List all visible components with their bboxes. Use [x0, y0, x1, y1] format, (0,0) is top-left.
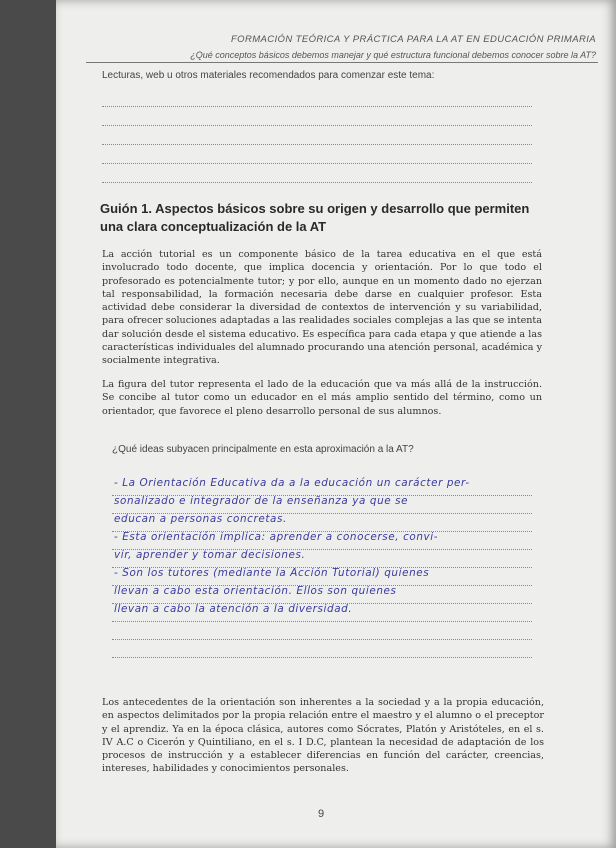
answer-line [112, 657, 532, 658]
answer-line [102, 163, 532, 164]
answer-line [102, 106, 532, 107]
handwritten-line: - La Orientación Educativa da a la educación un carácter per- [114, 477, 470, 489]
answer-line [112, 621, 532, 622]
paragraph-intro: La acción tutorial es un componente básico de la tarea educativa en el que está involucrado todo docente, que implica docencia y orientación. Por lo que todo el profesorado es potencialmente tutor; y por ello, aunque en un momento dado no ejerzan tal responsabilidad, la formación necesaria debe darse en cualquier profesor. Esta actividad debe considerar la diversidad de contextos de intervención y su variabilidad, para ofrecer soluciones adaptadas a las realidades sociales complejas a las que se intenta dar solución desde el sistema educativo. Es específica para cada etapa y que atiende a las características individuales del alumnado procurando una atención personal, académica y socialmente integrativa. [102, 249, 542, 367]
handwritten-line: vir, aprender y tomar decisiones. [114, 549, 306, 561]
paragraph-antecedentes: Los antecedentes de la orientación son inherentes a la sociedad y a la propia educación, en aspectos delimitados por la propia relación entre el maestro y el alumno o el preceptor y el aprendiz. Ya en la época clásica, autores como Sócrates, Platón y Aristóteles, en el s. IV A.C o Cicerón y Quintiliano, en el s. I D.C, plantean la necesidad de adaptación de los procesos de instrucción y a establecer diferencias en función del carácter, creencias, intereses, habilidades y conocimientos personales. [102, 697, 544, 775]
question-prompt: ¿Qué ideas subyacen principalmente en esta aproximación a la AT? [112, 444, 414, 455]
answer-line [102, 182, 532, 183]
answer-line [112, 639, 532, 640]
page-number: 9 [318, 808, 325, 820]
lecturas-label: Lecturas, web u otros materiales recomendados para comenzar este tema: [102, 70, 435, 81]
header-title: FORMACIÓN TEÓRICA Y PRÁCTICA PARA LA AT EN EDUCACIÓN PRIMARIA [230, 34, 596, 45]
answer-line [102, 144, 532, 145]
handwritten-line: sonalizado e integrador de la enseñanza ya que se [114, 495, 409, 507]
document-page [56, 0, 616, 848]
handwritten-line: llevan a cabo la atención a la diversidad. [114, 603, 353, 615]
header-divider [86, 62, 598, 63]
header-subtitle: ¿Qué conceptos básicos debemos manejar y qué estructura funcional debemos conocer sobre la AT? [190, 50, 596, 60]
answer-line [102, 125, 532, 126]
handwritten-line: educan a personas concretas. [114, 513, 287, 525]
handwritten-line: - Son los tutores (mediante la Acción Tutorial) quienes [114, 567, 430, 579]
paragraph-tutor: La figura del tutor representa el lado de la educación que va más allá de la instrucción. Se concibe al tutor como un educador en el más amplio sentido del término, como un orientador, que favorece el pleno desarrollo personal de sus alumnos. [102, 379, 542, 417]
handwritten-line: llevan a cabo esta orientación. Ellos son quienes [114, 585, 397, 597]
handwritten-line: - Esta orientación implica: aprender a conocerse, convi- [114, 531, 439, 543]
section-title: Guión 1. Aspectos básicos sobre su origen y desarrollo que permiten una clara conceptualización de la AT [100, 201, 530, 234]
